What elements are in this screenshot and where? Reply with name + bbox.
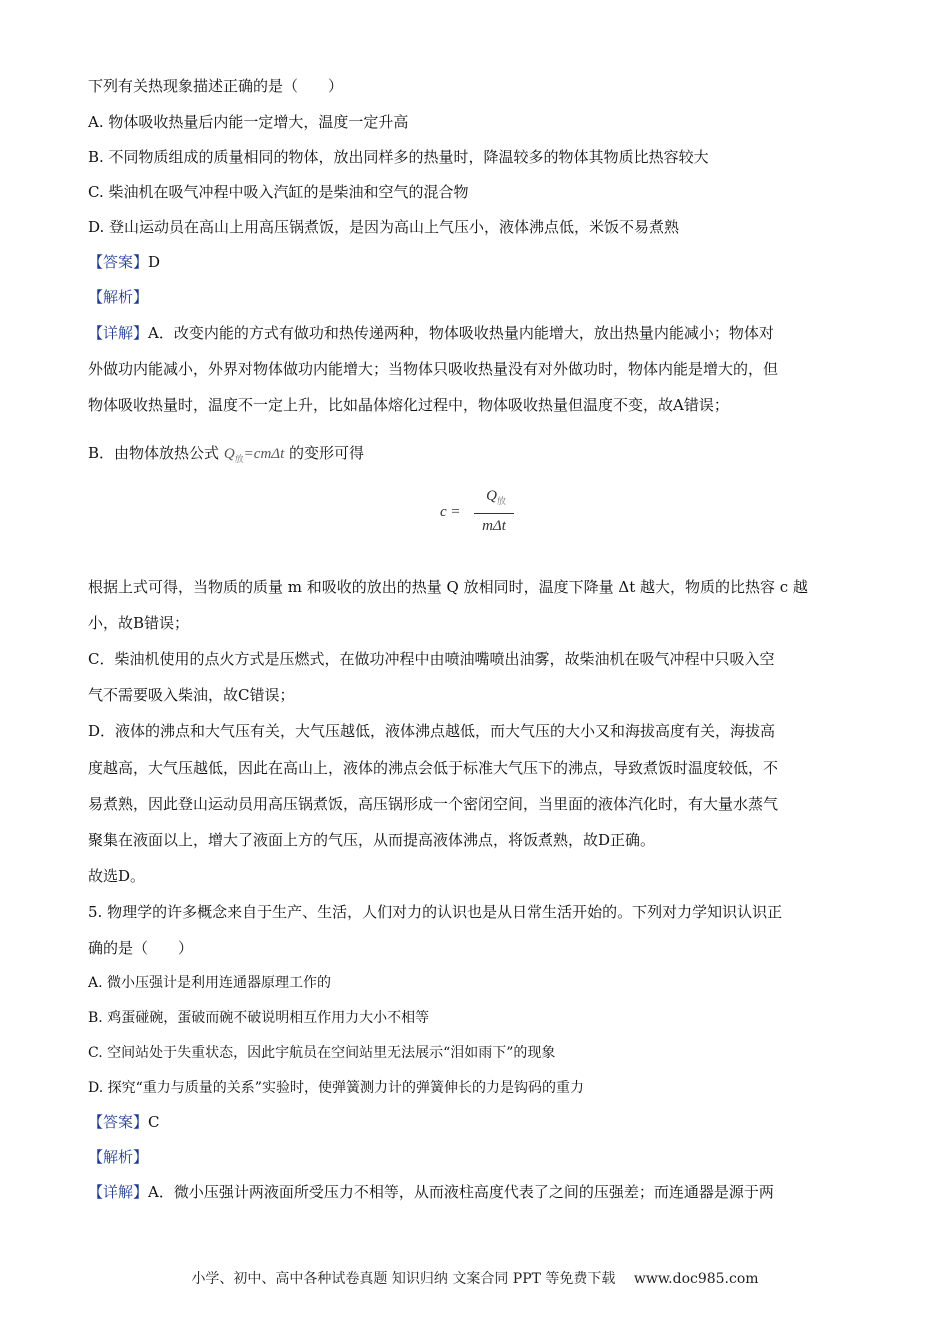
option-d: D. 探究“重力与质量的关系”实验时，使弹簧测力计的弹簧伸长的力是钩码的重力 (88, 1080, 584, 1096)
specific-heat-formula: c = $Q_放$ mΔt (440, 488, 520, 540)
analysis-tag: 【解析】 (88, 1148, 149, 1166)
question-stem: 下列有关热现象描述正确的是（ ） (88, 77, 344, 95)
detail-line: 物体吸收热量时，温度不一定上升，比如晶体熔化过程中，物体吸收热量但温度不变，故A错误； (88, 396, 729, 414)
detail-line: D．液体的沸点和大气压有关，大气压越低，液体沸点越低，而大气压的大小又和海拔高度有关，海拔高 (88, 722, 776, 740)
detail-line: 易煮熟，因此登山运动员用高压锅煮饭，高压锅形成一个密闭空间，当里面的液体汽化时，有大量水蒸气 (88, 795, 779, 813)
detail-tag: 【详解】 (88, 324, 149, 342)
answer-line (88, 1112, 160, 1132)
option-d: D. 登山运动员在高山上用高压锅煮饭，是因为高山上气压小，液体沸点低，米饭不易煮熟 (88, 218, 680, 236)
option-b: B. 不同物质组成的质量相同的物体，放出同样多的热量时，降温较多的物体其物质比热容较大 (88, 148, 709, 166)
detail-line: 聚集在液面以上，增大了液面上方的气压，从而提高液体沸点，将饭煮熟，故D正确。 (88, 831, 656, 849)
detail-line: 根据上式可得，当物质的质量 m 和吸收的放出的热量 Q 放相同时，温度下降量 Δt 越大，物质的比热容 c 越 (88, 578, 808, 596)
conclusion: 故选D。 (88, 867, 146, 885)
question-stem: 确的是（ ） (88, 939, 194, 957)
heat-formula: $Q_放=cm\Delta t$ (223, 446, 285, 464)
question-stem: 5. 物理学的许多概念来自于生产、生活，人们对力的认识也是从日常生活开始的。下列对力学知识认识正 (88, 903, 783, 921)
option-a: A. 微小压强计是利用连通器原理工作的 (88, 975, 332, 991)
detail-tag: 【详解】 (88, 1183, 149, 1201)
detail-line: 【详解】A．微小压强计两液面所受压力不相等，从而液柱高度代表了之间的压强差；而连通器是源于两 (88, 1183, 774, 1201)
answer-tag: 【答案】 (88, 253, 149, 271)
answer-tag: 【答案】 (88, 1113, 149, 1131)
answer-value: D (148, 253, 161, 271)
option-a: A. 物体吸收热量后内能一定增大，温度一定升高 (88, 113, 409, 131)
detail-line: 小，故B错误； (88, 614, 190, 632)
detail-line: 【详解】A．改变内能的方式有做功和热传递两种，物体吸收热量内能增大，放出热量内能减小；物体对 (88, 324, 774, 342)
detail-line: 外做功内能减小，外界对物体做功内能增大；当物体只吸收热量没有对外做功时，物体内能是增大的，但 (88, 360, 779, 378)
option-c: C. 空间站处于失重状态，因此宇航员在空间站里无法展示“泪如雨下”的现象 (88, 1045, 556, 1061)
detail-line: 气不需要吸入柴油，故C错误； (88, 686, 295, 704)
formula-line: B．由物体放热公式 $Q_放=cm\Delta t$ 的变形可得 (88, 444, 365, 464)
option-c: C. 柴油机在吸气冲程中吸入汽缸的是柴油和空气的混合物 (88, 183, 469, 201)
analysis-tag: 【解析】 (88, 288, 149, 306)
answer-line (88, 252, 160, 272)
detail-line: C．柴油机使用的点火方式是压燃式，在做功冲程中由喷油嘴喷出油雾，故柴油机在吸气冲程中只吸入空 (88, 650, 775, 668)
answer-value: C (148, 1113, 160, 1131)
option-b: B. 鸡蛋碰碗，蛋破而碗不破说明相互作用力大小不相等 (88, 1010, 430, 1026)
page-footer: 小学、初中、高中各种试卷真题 知识归纳 文案合同 PPT 等免费下载 www.doc985.com (191, 1271, 759, 1287)
detail-line: 度越高，大气压越低，因此在高山上，液体的沸点会低于标准大气压下的沸点，导致煮饭时温度较低，不 (88, 759, 779, 777)
